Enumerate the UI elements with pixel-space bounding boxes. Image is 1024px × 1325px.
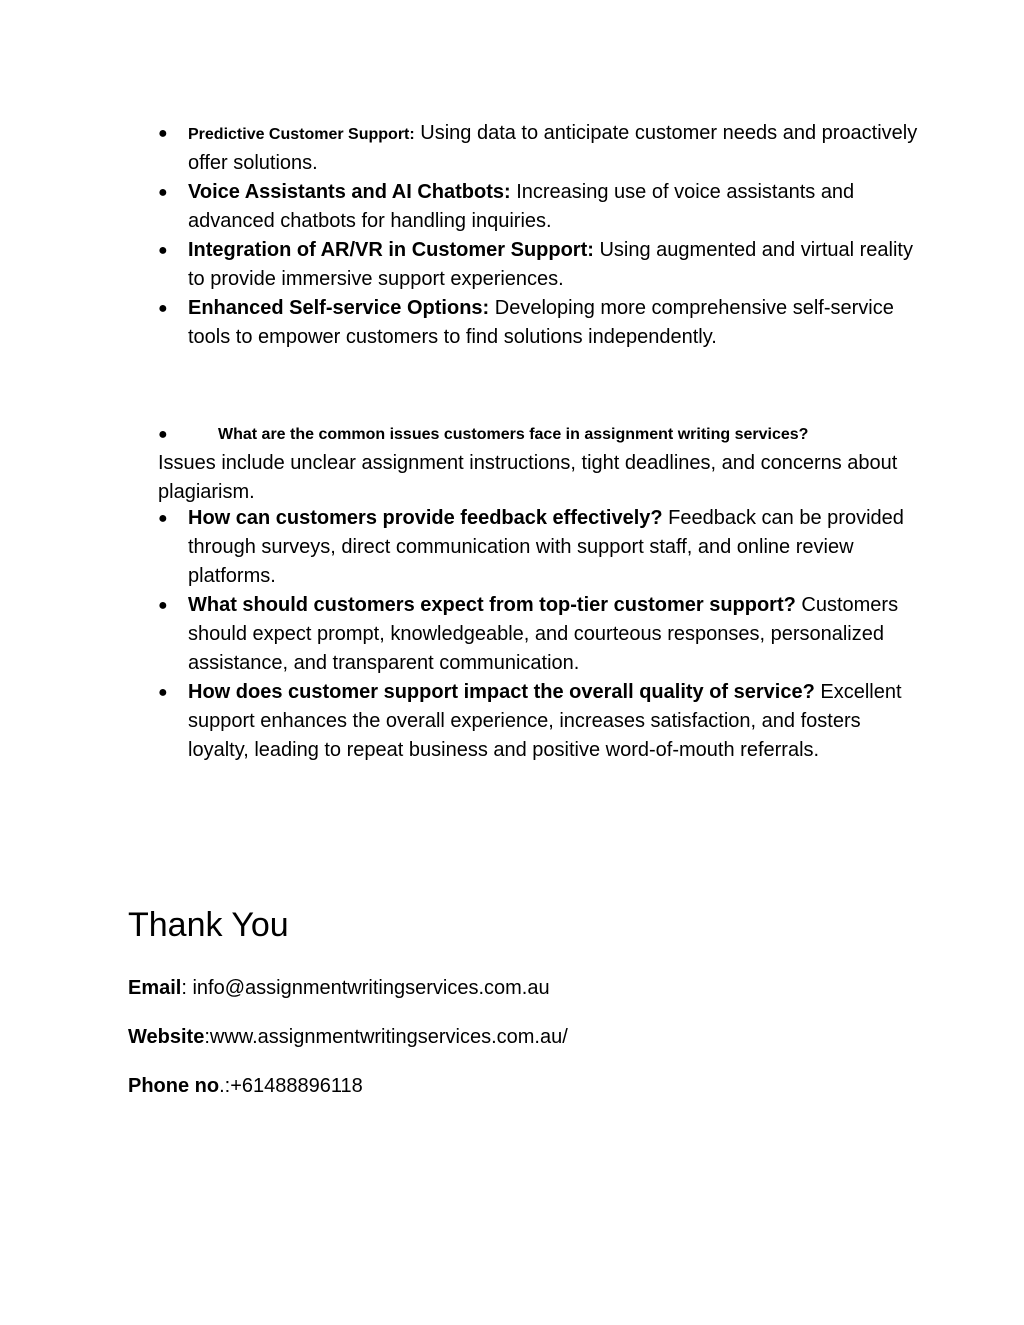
- faq-first-item: [158, 419, 928, 507]
- phone-value: .:+61488896118: [219, 1075, 363, 1097]
- trend-title: Enhanced Self-service Options:: [188, 297, 490, 319]
- faq-question: How can customers provide feedback effectively?: [188, 507, 663, 529]
- bullet-icon: ●: [158, 426, 168, 443]
- contact-website: [128, 1023, 568, 1052]
- list-item: [158, 119, 918, 178]
- contact-email: [128, 974, 550, 1003]
- faq-answer: Excellent support enhances the overall experience, increases satisfaction, and fosters loyalty, leading to repeat business and positive word-of-mouth referrals.: [188, 681, 902, 761]
- list-item: [158, 591, 918, 678]
- list-item: [158, 294, 918, 352]
- thank-you-heading: Thank You: [128, 906, 289, 944]
- list-item: [158, 178, 918, 236]
- faq-question: How does customer support impact the overall quality of service?: [188, 681, 815, 703]
- list-item: [158, 236, 918, 294]
- phone-label: Phone no: [128, 1075, 220, 1097]
- trend-text: Developing more comprehensive self-service tools to empower customers to find solutions independently.: [188, 297, 894, 348]
- contact-phone: [128, 1072, 363, 1101]
- trend-title: Predictive Customer Support:: [188, 126, 415, 143]
- email-label: Email: [128, 977, 182, 999]
- list-item: [158, 504, 918, 591]
- trend-title: Voice Assistants and AI Chatbots:: [188, 181, 511, 203]
- faq-answer: Feedback can be provided through surveys, direct communication with support staff, and online review platforms.: [188, 507, 904, 587]
- website-value: :www.assignmentwritingservices.com.au/: [204, 1026, 568, 1048]
- list-item: [158, 678, 918, 765]
- bullet-icon: ●: [158, 510, 168, 527]
- faq-answer: Customers should expect prompt, knowledgeable, and courteous responses, personalized assistance, and transparent communication.: [188, 594, 899, 674]
- trends-list: [158, 119, 918, 352]
- bullet-icon: ●: [158, 300, 168, 317]
- trend-text: Using augmented and virtual reality to provide immersive support experiences.: [188, 239, 913, 290]
- trend-text: Using data to anticipate customer needs and proactively offer solutions.: [188, 122, 918, 174]
- bullet-icon: ●: [158, 125, 168, 142]
- bullet-icon: ●: [158, 597, 168, 614]
- bullet-icon: ●: [158, 242, 168, 259]
- faq-list: [158, 504, 918, 765]
- faq-question: What should customers expect from top-tier customer support?: [188, 594, 796, 616]
- website-label: Website: [128, 1026, 205, 1048]
- trend-title: Integration of AR/VR in Customer Support:: [188, 239, 594, 261]
- faq-answer: Issues include unclear assignment instructions, tight deadlines, and concerns about plagiarism.: [158, 452, 898, 503]
- email-value: : info@assignmentwritingservices.com.au: [181, 977, 550, 999]
- faq-question: What are the common issues customers face in assignment writing services?: [218, 426, 809, 443]
- bullet-icon: ●: [158, 684, 168, 701]
- bullet-icon: ●: [158, 184, 168, 201]
- trend-text: Increasing use of voice assistants and advanced chatbots for handling inquiries.: [188, 181, 855, 232]
